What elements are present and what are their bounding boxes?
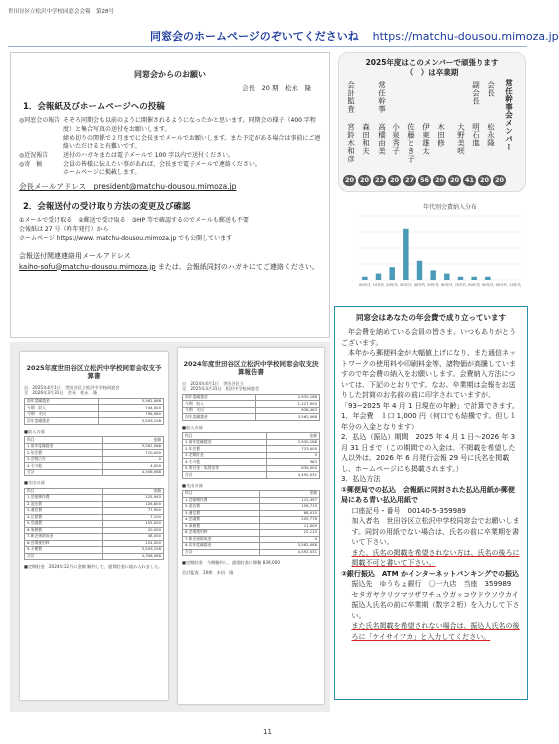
fee-paragraph: 本年から郵便料金が大幅値上げになり、また通信ネットワークの使用料や印刷料金等、諸物価が高騰していますので年会費の納入をお願いします。会費納入方法については、下記のとおりです。なお、卒業期は会報をお送りした封筒のお名前の前に印字されていますが、「93−2025 年 4 月 1 日現在の年齢」で計算できます。 [341, 349, 520, 410]
table-cell-label: 4.その他 [25, 463, 103, 470]
table-cell-amount: 68,010 [260, 510, 320, 517]
budget-meta: 至 2026年3月31日 会長 松永 隆 [24, 390, 98, 396]
table-cell-amount: 0 [267, 452, 320, 459]
settlement-summary-table [182, 394, 320, 421]
table-cell-amount: 124,000 [103, 540, 164, 547]
members-heading: 常任幹事会メンバー [504, 79, 514, 151]
table-cell-amount: 4,000 [103, 463, 164, 470]
chart-bar [458, 277, 463, 280]
budget-summary-table [24, 398, 164, 425]
table-cell-amount: 723,000 [267, 446, 320, 453]
table-cell-label: 4.会議費 [183, 517, 260, 524]
settlement-expense-table [182, 490, 320, 556]
table-cell-amount: 3,562,068 [99, 398, 164, 405]
chart-x-tick-label: 20年代 [386, 283, 399, 287]
table-cell-amount: 4,492,531 [260, 549, 320, 556]
delivery-email-tail: または、会報紙同封のハガキにてご連絡ください。 [157, 262, 319, 271]
budget-note: ■定期貯金 2024年12月に金額 解約して、通常貯金に組み入れました。 [24, 564, 163, 570]
table-cell-label: 5.事務費 [183, 523, 260, 530]
table-cell-amount: 22,110 [260, 530, 320, 537]
settlement-note: ■定期貯金 今期解約し、通常貯金に移動 839,000 [182, 560, 280, 566]
homepage-banner [150, 28, 559, 44]
table-cell-label: 次年度繰越金 [183, 414, 256, 421]
table-cell-label: 9.予備費 [25, 547, 103, 554]
table-cell-amount: 363 [267, 459, 320, 466]
settlement-meta: 自 2024年4月1日 世田谷区立 [182, 380, 245, 386]
table-cell-label: 1.会報制作費 [183, 497, 260, 504]
chart-x-tick-label: 50年代 [427, 283, 440, 287]
settlement-document [178, 348, 324, 704]
settlement-title: 2024年度世田谷区立松沢中学校同窓会収支決算報告書 [183, 360, 319, 377]
chart-bar [471, 277, 476, 280]
member-name: 伊東雄太 [421, 123, 431, 155]
table-cell-label: 今期 収入 [183, 401, 256, 408]
chart-bar [444, 274, 449, 280]
table-cell-label: 3.会報広告 [25, 456, 103, 463]
year-badge: 41 [464, 176, 475, 184]
chart-x-tick-label: 70年代 [454, 283, 467, 287]
table-cell-amount: 2,930,168 [267, 439, 320, 446]
page-number: 11 [263, 728, 272, 736]
year-badge: 20 [344, 176, 355, 184]
chart-bar [389, 267, 394, 280]
table-cell-label: 合計 [25, 553, 103, 560]
table-cell-label: 今期 収入 [25, 405, 99, 412]
chart-bar [362, 277, 367, 280]
budget-document [20, 352, 168, 700]
members-box [338, 52, 526, 192]
table-cell-label: 2.発送費 [25, 501, 103, 508]
chart-bar [485, 277, 490, 280]
table-cell-label: 8.会場使用料 [25, 540, 103, 547]
table-cell-amount: 158,715 [260, 504, 320, 511]
chart-x-tick-label: 80年代 [468, 283, 481, 287]
delivery-email[interactable]: kaiho-sofu@matchu-dousou.mimoza.jp [19, 262, 156, 271]
chart-x-tick-label: 60年代 [440, 283, 453, 287]
table-cell-amount: 金額 [267, 433, 320, 440]
table-cell-amount: 4,306,068 [103, 469, 164, 476]
table-row [25, 418, 164, 425]
issue-label: 世田谷区立松沢中学校同窓会会報 第28号 [8, 9, 114, 15]
year-badge: 20 [479, 176, 490, 184]
budget-income-heading: ■収入の部 [24, 428, 45, 434]
table-cell-amount: 金額 [103, 437, 164, 444]
table-row [183, 549, 320, 556]
table-cell-label: 3.通信費 [25, 508, 103, 515]
role-label: 副会長 [471, 81, 481, 105]
request-box [10, 52, 330, 338]
members-title: 2025年度はこのメンバーで頑張ります [365, 58, 499, 67]
table-cell-label: 科目 [25, 488, 103, 495]
request-author: 会長 20 期 松永 隆 [242, 83, 311, 92]
role-label: 会計監査 [346, 81, 356, 113]
table-cell-label: 6.会場使用料 [183, 530, 260, 537]
budget-meta: 自 2025年4月1日 世田谷区立松沢中学校同窓会 [24, 384, 120, 390]
settlement-expense-heading: ■支出の部 [182, 482, 203, 488]
year-badge: 22 [374, 176, 385, 184]
table-cell-amount: 3,562,068 [103, 443, 164, 450]
table-cell-label: 4.広報費 [25, 514, 103, 521]
chart-x-tick-label: 00年代 [495, 283, 508, 287]
table-cell-label: 2.年会費 [183, 446, 267, 453]
member-name: 佐藤とき子 [406, 123, 416, 163]
request-item: ◎近況報告 送付のハガキまたは電子メールで 100 字以内で送付ください。 [19, 152, 235, 160]
fee-account: 口座記号・番号 00140-5-359989 [351, 506, 466, 515]
header-divider [8, 46, 527, 47]
fee-box [334, 306, 528, 700]
year-badge: 20 [359, 176, 370, 184]
table-cell-amount: 金額 [260, 491, 320, 498]
table-cell-label: 合計 [183, 472, 267, 479]
settlement-meta: 至 2025年3月31日 松沢中学校同窓会 [182, 386, 260, 392]
table-cell-amount: 155,000 [103, 521, 164, 528]
table-cell-label: 前年度繰越金 [25, 398, 99, 405]
table-row [183, 472, 320, 479]
settlement-sign: 会計監査 20期 木田 隆 [182, 569, 234, 575]
settlement-income-heading: ■収入の部 [182, 424, 203, 430]
chart-x-tick-label: 90年代 [481, 283, 494, 287]
year-badge: 20 [449, 176, 460, 184]
chart-bar [417, 261, 422, 280]
table-cell-amount: 48,000 [103, 534, 164, 541]
table-cell-amount: 金額 [103, 488, 164, 495]
section-1-heading: 1．会報紙及びホームページへの投稿 [23, 102, 165, 113]
table-cell-amount: 4,306,068 [103, 553, 164, 560]
table-cell-amount: 0 [260, 536, 320, 543]
table-cell-amount: 3,509,108 [99, 418, 164, 425]
member-name: 宮鈴木和彦 [346, 123, 356, 163]
table-cell-amount: 744,000 [99, 405, 164, 412]
table-cell-label: 科目 [183, 433, 267, 440]
settlement-income-table [182, 432, 320, 479]
table-cell-amount: 3,509,108 [103, 547, 164, 554]
year-badge: 20 [389, 176, 400, 184]
table-cell-label: 科目 [25, 437, 103, 444]
table-cell-label: 8.次年度繰越金 [183, 543, 260, 550]
fee-bank-name: セタガヤクリツマツザワチュウガッコウドウソウカイ [351, 590, 519, 599]
table-cell-label: 1.会報制作費 [25, 495, 103, 502]
members-subtitle: （ ）は卒業期 [405, 68, 459, 77]
table-cell-amount: 796,960 [99, 411, 164, 418]
chart-x-tick-label: 30年代 [399, 283, 412, 287]
table-row [25, 553, 164, 560]
table-cell-label: 3.通信費 [183, 510, 260, 517]
table-cell-amount: 839,000 [267, 465, 320, 472]
table-cell-label: 5.寄付金・協賛金等 [183, 465, 267, 472]
budget-title: 2025年度世田谷区立松沢中学校同窓会収支予算書 [26, 364, 162, 381]
fee-item: 2．払込（振込）期間 2025 年 4 月 1 日〜2026 年 3 月 31 日まで（この期間での入金は、不掲載を希望した人以外は、2026 年 6 月発行会報 29 号に氏名を掲載し、ホームページにも掲載されます。） [341, 433, 516, 473]
table-cell-amount: 638,463 [256, 407, 320, 414]
role-label: 会長 [486, 81, 496, 97]
delivery-options: ①メールで受け取る ②郵送で受け取る ③HP 等で確認するのでメールも郵送も不要 [19, 217, 249, 225]
budget-income-table [24, 436, 164, 476]
member-name: 高橋由美 [377, 123, 387, 155]
table-cell-amount: 7,100 [103, 514, 164, 521]
fee-no-publish-bank: また氏名掲載を希望されない場合は、振込人氏名の後ろに「ケイサイフカ」と入力してください。 [351, 622, 520, 641]
fee-postal: ①郵便局での払込 会報紙に同封された払込用紙か郵便局にある青い払込用紙で [341, 485, 515, 505]
year-badge: 20 [434, 176, 445, 184]
table-cell-label: 5.会議費 [25, 521, 103, 528]
chart-bar [430, 270, 435, 280]
table-cell-amount: 77,900 [103, 508, 164, 515]
fee-bank-note: 振込人氏名の前に卒業期（数字２桁）を入力して下さい。 [351, 601, 520, 620]
table-cell-label: 1.前年度繰越金 [183, 439, 267, 446]
year-badge: 20 [494, 176, 505, 184]
fee-item: 1．年会費 １口 1,000 円（何口でも結構です。但し１年分の入金となります） [341, 412, 517, 431]
table-row [25, 469, 164, 476]
table-cell-amount: 112,497 [260, 497, 320, 504]
table-cell-label: 7.新企画助成金 [25, 534, 103, 541]
section-2-heading: 2．会報送付の受け取り方法の変更及び確認 [23, 202, 191, 213]
request-item: ◎寄 稿 会員の皆様に伝えたい事があれば、会長まで電子メールで連絡ください。 [19, 160, 261, 168]
fee-payee: 加入者名 世田谷区立松沢中学校同窓会でお願いします。同封の用紙でない場合は、氏名の前に卒業期を書いて下さい。 [351, 517, 520, 547]
chart-title: 年代別会費納入分布 [422, 204, 478, 211]
table-cell-amount: 20,000 [103, 527, 164, 534]
table-cell-label: 2.年会費 [25, 450, 103, 457]
chart-x-tick-label: 40年代 [413, 283, 426, 287]
table-cell-label: 4.その他 [183, 459, 267, 466]
fee-bank: ②銀行振込 ATM かインターネットバンキングでの振込 [341, 569, 519, 578]
request-title: 同窓会からのお願い [134, 70, 206, 79]
member-name: 明石進 [471, 123, 481, 147]
table-cell-label: 前年度繰越金 [183, 394, 256, 401]
year-badge: 27 [404, 176, 415, 184]
fee-no-publish-postal: また、氏名の掲載を希望されない方は、氏名の後ろに掲載不可と書いて下さい。 [351, 548, 520, 568]
table-cell-amount: 125,940 [103, 495, 164, 502]
chart-x-tick-label: 00年代 [358, 283, 371, 287]
table-cell-amount: 4,492,531 [267, 472, 320, 479]
delivery-web-note: ホームページ https://www. matchu-dousou.mimoza.jp でも公開しています [19, 234, 233, 242]
role-label: 常任幹事 [377, 81, 387, 113]
table-cell-label: 次年度繰越金 [25, 418, 99, 425]
member-name: 小泉秀子 [391, 123, 401, 155]
delivery-note: 会報紙は 27 号（昨年発行）から [19, 226, 109, 234]
member-name: 松永隆 [486, 123, 496, 147]
request-item: 締め切りの関係で２月までに会長までメールでお願いします。また予定がある場合は事前にご連絡いただけると有難いです。 [63, 134, 321, 151]
budget-expense-heading: ■支出の部 [24, 480, 45, 486]
fee-distribution-chart [340, 198, 528, 300]
table-cell-label: 科目 [183, 491, 260, 498]
chart-x-tick-label: 10年代 [372, 283, 385, 287]
table-cell-amount: 126,800 [103, 501, 164, 508]
table-cell-label: 2.発送費 [183, 504, 260, 511]
table-cell-amount: 205,776 [260, 517, 320, 524]
request-item: ◎同窓会の報告 そぞろ同期会も以前のように開催されるようになったかと思います。同期会の様子（400 字程度）と集合写真の送付をお願いします。 [19, 117, 316, 134]
table-cell-label: 合計 [183, 549, 260, 556]
table-cell-label: 3.定期貯金 [183, 452, 267, 459]
delivery-mail-label: 会報送付関連連絡用メールアドレス [19, 252, 131, 261]
fee-bank-account: 振込先 ゆうちょ銀行 〇一九店 当座 359989 [351, 580, 512, 589]
table-cell-amount: 11,000 [260, 523, 320, 530]
table-cell-amount: 720,000 [103, 450, 164, 457]
request-item: ホームページに掲載します。 [63, 169, 141, 177]
table-cell-label: 1.前年度繰越金 [25, 443, 103, 450]
budget-expense-table [24, 488, 164, 561]
table-cell-amount: 0 [103, 456, 164, 463]
member-name: 森田和夫 [361, 123, 371, 155]
year-badge: 56 [419, 176, 430, 184]
table-cell-label: 7.新企画助成金 [183, 536, 260, 543]
table-cell-label: 6.事務費 [25, 527, 103, 534]
table-cell-amount: 2,930,168 [256, 394, 320, 401]
table-cell-label: 今期 支出 [25, 411, 99, 418]
homepage-url[interactable]: https://matchu-dousou.mimoza.jp [372, 30, 559, 43]
fee-paragraph: 年会費を納めている会員の皆さま、いつもありがとうございます。 [341, 328, 516, 347]
table-cell-amount: 3,562,068 [260, 543, 320, 550]
table-cell-label: 今期 支出 [183, 407, 256, 414]
fee-item: 3．払込方法 [341, 475, 381, 484]
chart-x-tick-label: 10年代 [509, 283, 522, 287]
member-name: 大野美咲 [456, 123, 466, 155]
banner-text: 同窓会のホームページのぞいてくださいね [150, 30, 359, 43]
chart-bar [403, 229, 408, 280]
table-cell-amount: 1,227,900 [256, 401, 320, 408]
table-cell-amount: 3,562,068 [256, 414, 320, 421]
table-cell-label: 合計 [25, 469, 103, 476]
table-row [183, 414, 320, 421]
fee-title: 同窓会はあなたの年会費で成り立っています [356, 313, 506, 322]
president-email[interactable]: 会長メールアドレス president@matchu-dousou.mimoza.jp [19, 182, 237, 192]
member-name: 木田修 [436, 123, 446, 147]
chart-bar [376, 274, 381, 280]
